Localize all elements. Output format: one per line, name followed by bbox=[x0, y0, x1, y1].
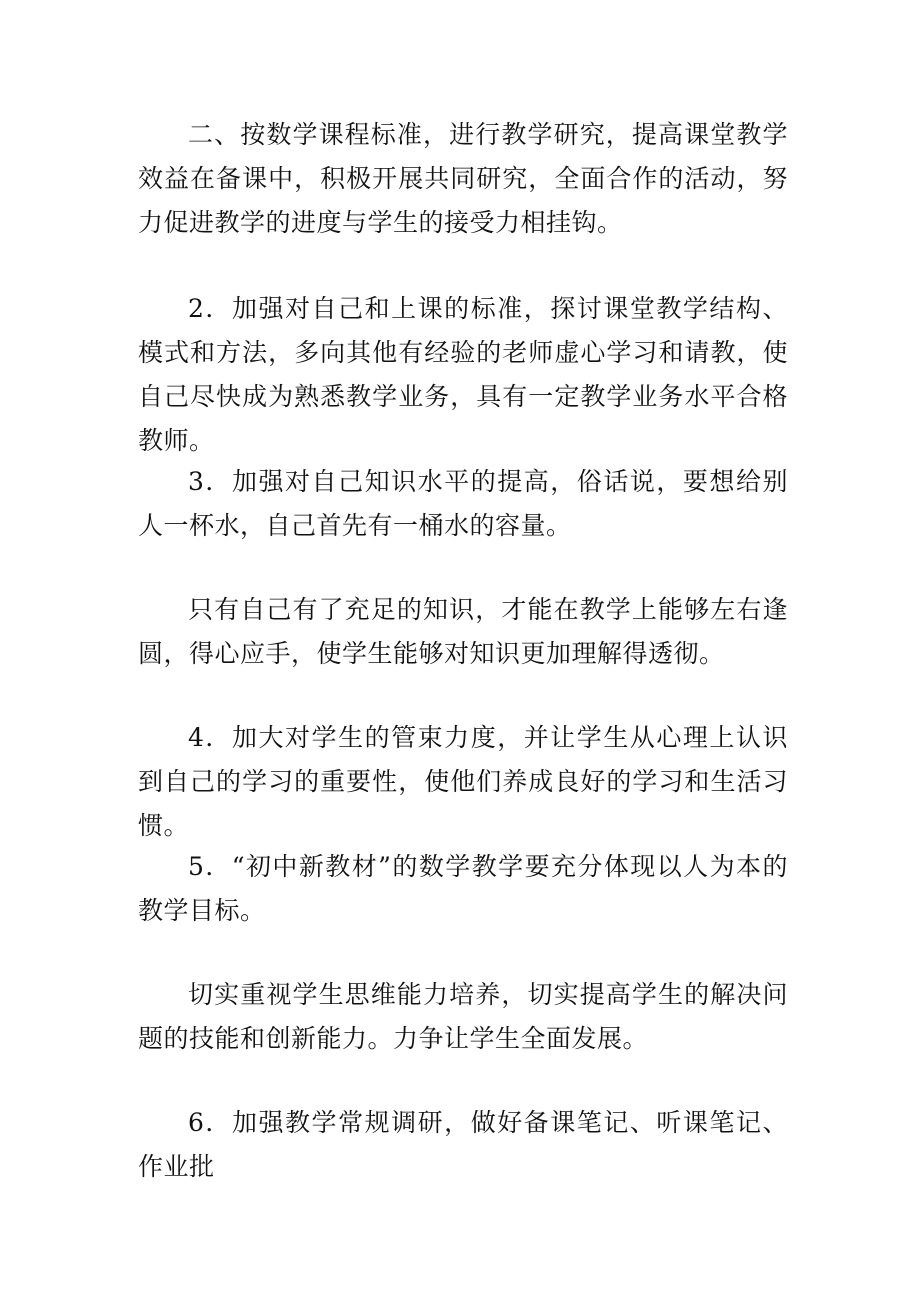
paragraph-item-6: 6．加强教学常规调研，做好备课笔记、听课笔记、作业批 bbox=[138, 1108, 788, 1181]
paragraph-item-4: 4．加大对学生的管束力度，并让学生从心理上认识到自己的学习的重要性，使他们养成良好的学习和生活习惯。 bbox=[138, 723, 788, 840]
paragraph-section-two: 二、按数学课程标准，进行教学研究，提高课堂教学效益在备课中，积极开展共同研究，全面合作的活动，努力促进教学的进度与学生的接受力相挂钩。 bbox=[138, 120, 788, 237]
paragraph-thinking-ability: 切实重视学生思维能力培养，切实提高学生的解决问题的技能和创新能力。力争让学生全面发展。 bbox=[138, 980, 788, 1053]
paragraph-item-2: 2．加强对自己和上课的标准，探讨课堂教学结构、模式和方法，多向其他有经验的老师虚心学习和请教，使自己尽快成为熟悉教学业务，具有一定教学业务水平合格教师。 bbox=[138, 294, 788, 455]
paragraph-item-5: 5．“初中新教材”的数学教学要充分体现以人为本的教学目标。 bbox=[138, 852, 788, 925]
paragraph-knowledge: 只有自己有了充足的知识，才能在教学上能够左右逢圆，得心应手，使学生能够对知识更加理解得透彻。 bbox=[138, 595, 788, 668]
paragraph-item-3: 3．加强对自己知识水平的提高，俗话说，要想给别人一杯水，自己首先有一桶水的容量。 bbox=[138, 467, 788, 540]
